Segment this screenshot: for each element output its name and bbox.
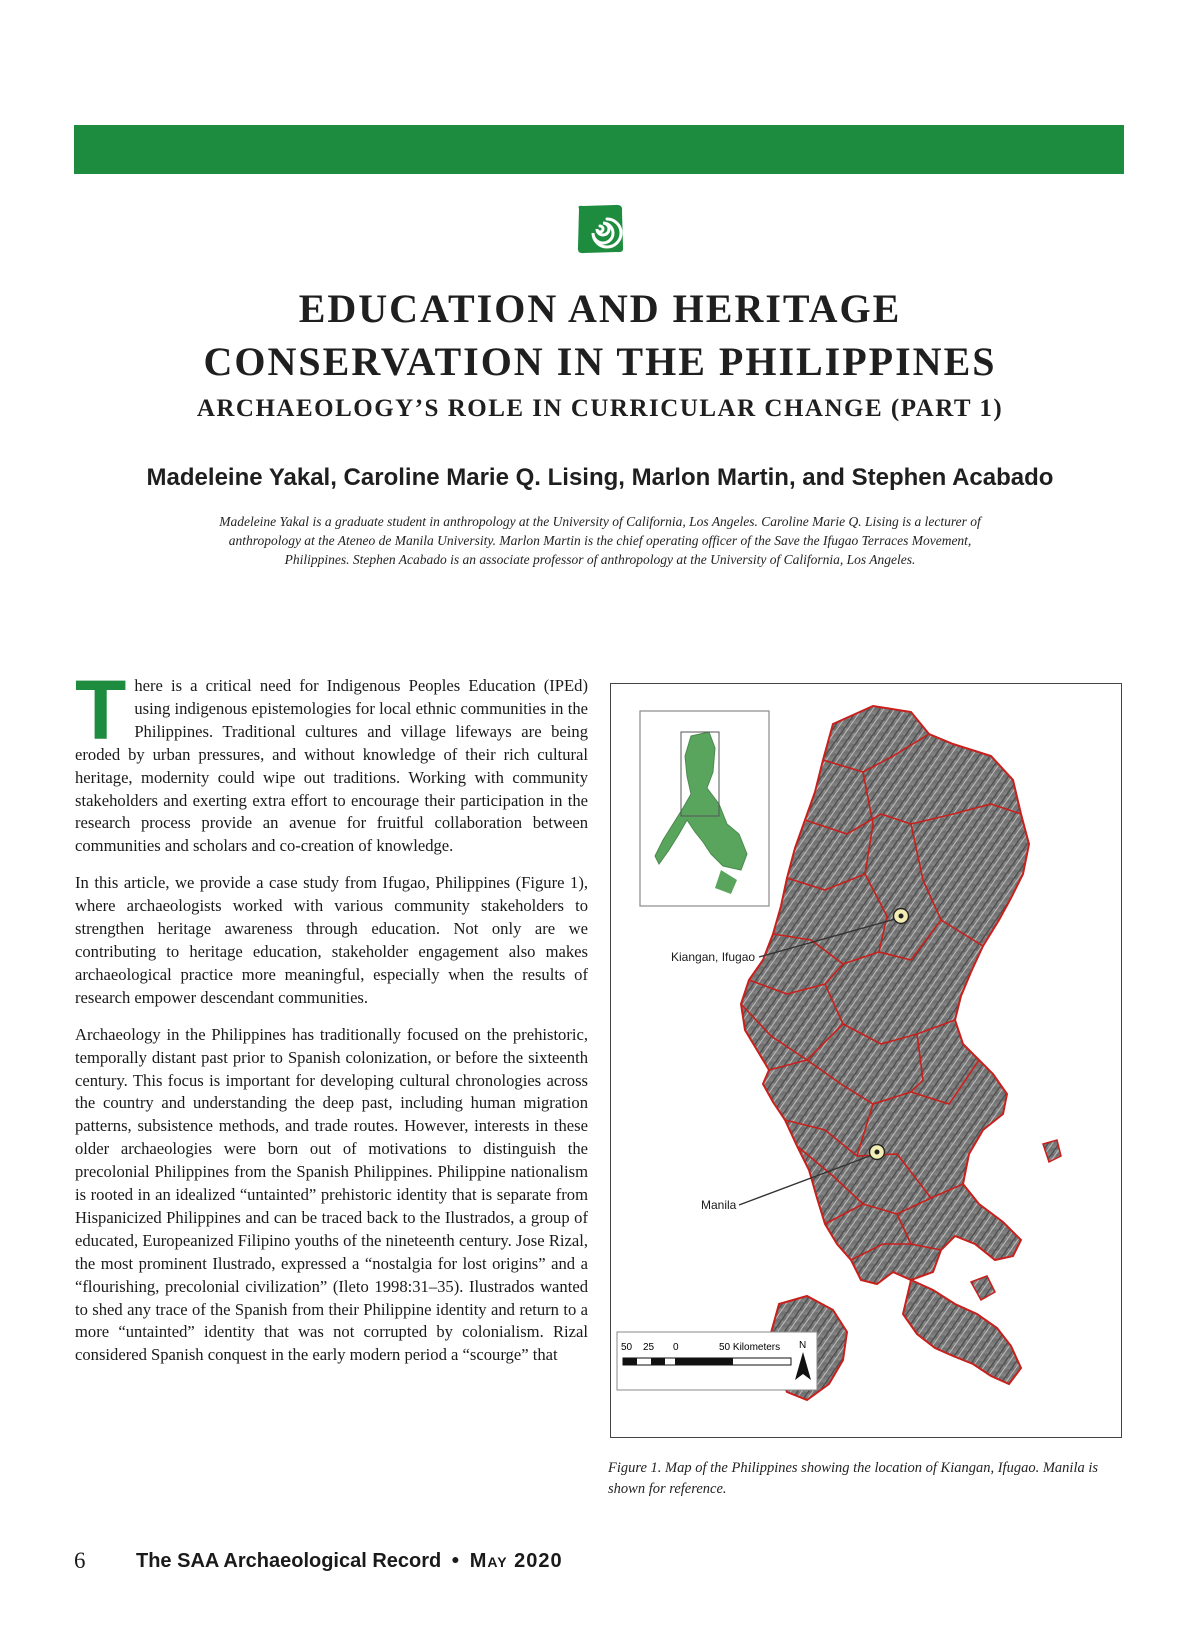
bicol-landmass (903, 1280, 1021, 1384)
scale-label-km: 50 Kilometers (719, 1342, 781, 1353)
figure-caption: Figure 1. Map of the Philippines showing the location of Kiangan, Ifugao. Manila is shown for reference. (608, 1460, 1099, 1497)
kiangan-label: Kiangan, Ifugao (671, 950, 756, 964)
manila-label: Manila (701, 1198, 737, 1212)
paragraph-1 (75, 663, 588, 858)
spiral-logo-icon (575, 203, 625, 255)
scale-bar-box (617, 1332, 817, 1390)
bio-line: Philippines. Stephen Acabado is an associate professor of anthropology at the University of California, Los Angeles. (284, 552, 916, 567)
article-title-line-2: CONSERVATION IN THE PHILIPPINES (203, 339, 997, 384)
article-title-line-1: EDUCATION AND HERITAGE (298, 286, 902, 331)
author-bios (150, 512, 1050, 569)
issue-date: May 2020 (469, 1550, 563, 1572)
scale-label-0: 0 (673, 1342, 679, 1353)
drop-cap: T (75, 663, 127, 757)
page-number: 6 (74, 1548, 86, 1573)
header-band (74, 125, 1124, 174)
scale-label-50: 50 (621, 1342, 633, 1353)
inset-map (640, 711, 769, 906)
island (1043, 1140, 1061, 1162)
island (971, 1276, 995, 1300)
north-label: N (799, 1340, 807, 1351)
bio-line: anthropology at the Ateneo de Manila University. Marlon Martin is the chief operating officer of the Save the Ifugao Terraces Movement, (228, 533, 972, 548)
body-column (75, 663, 588, 1381)
paragraph-2: In this article, we provide a case study from Ifugao, Philippines (Figure 1), where archaeologists worked with various community stakeholders to strengthen heritage awareness through education. Not only are we contributing to heritage education, stakeholder engagement also makes archaeological practice more meaningful, especially when the results of research empower descendant communities. (75, 873, 588, 1007)
paragraph-1-text: here is a critical need for Indigenous Peoples Education (IPEd) using indigenous epistemologies for local ethnic communities in the Philippines. Traditional cultures and village lifeways are being eroded by urban pressures, and without knowledge of their rich cultural heritage, modernity could wipe out traditions. Working with community stakeholders and exerting extra effort to encourage their participation in the research process provide an avenue for fruitful collaboration between communities and scholars and co-creation of knowledge. (75, 676, 588, 856)
author-list: Madeleine Yakal, Caroline Marie Q. Lising, Marlon Martin, and Stephen Acabado (146, 464, 1054, 491)
paragraph-3: Archaeology in the Philippines has traditionally focused on the prehistoric, temporally distant past prior to Spanish colonization, or before the sixteenth century. This focus is important for developing cultural chronologies across the country and understanding the deep past, including human migration patterns, subsistence methods, and trade routes. However, interests in these older archaeologies were born out of motivations to distinguish the precolonial Philippines from the Spanish Philippines. Philippine nationalism is rooted in an idealized “untainted” prehistoric identity that is separate from Hispanicized Philippines and can be traced back to the Ilustrados, a group of educated, Europeanized Filipino youths of the nineteenth century. Jose Rizal, the most prominent Ilustrado, expressed a “nostalgia for lost origins” and a “flourishing, precolonial civilization” (Ileto 1998:31–35). Ilustrados wanted to shed any trace of the Spanish from their Philippine identity and return to a more “untainted” identity that was not corrupted by colonialism. Rizal considered Spanish conquest in the early modern period a “scourge” that (75, 1024, 588, 1365)
luzon-landmass (741, 706, 1029, 1284)
scale-label-25: 25 (643, 1342, 655, 1353)
article-subtitle: ARCHAEOLOGY’S ROLE IN CURRICULAR CHANGE (PART 1) (196, 395, 1004, 422)
figure-map (610, 683, 1122, 1438)
journal-name: The SAA Archaeological Record (136, 1550, 442, 1572)
bio-line: Madeleine Yakal is a graduate student in anthropology at the University of California, Los Angeles. Caroline Marie Q. Lising is a lecturer of (219, 514, 981, 529)
map-svg (611, 684, 1122, 1438)
journal-info (136, 1550, 563, 1573)
bullet-separator: ● (451, 1551, 460, 1567)
